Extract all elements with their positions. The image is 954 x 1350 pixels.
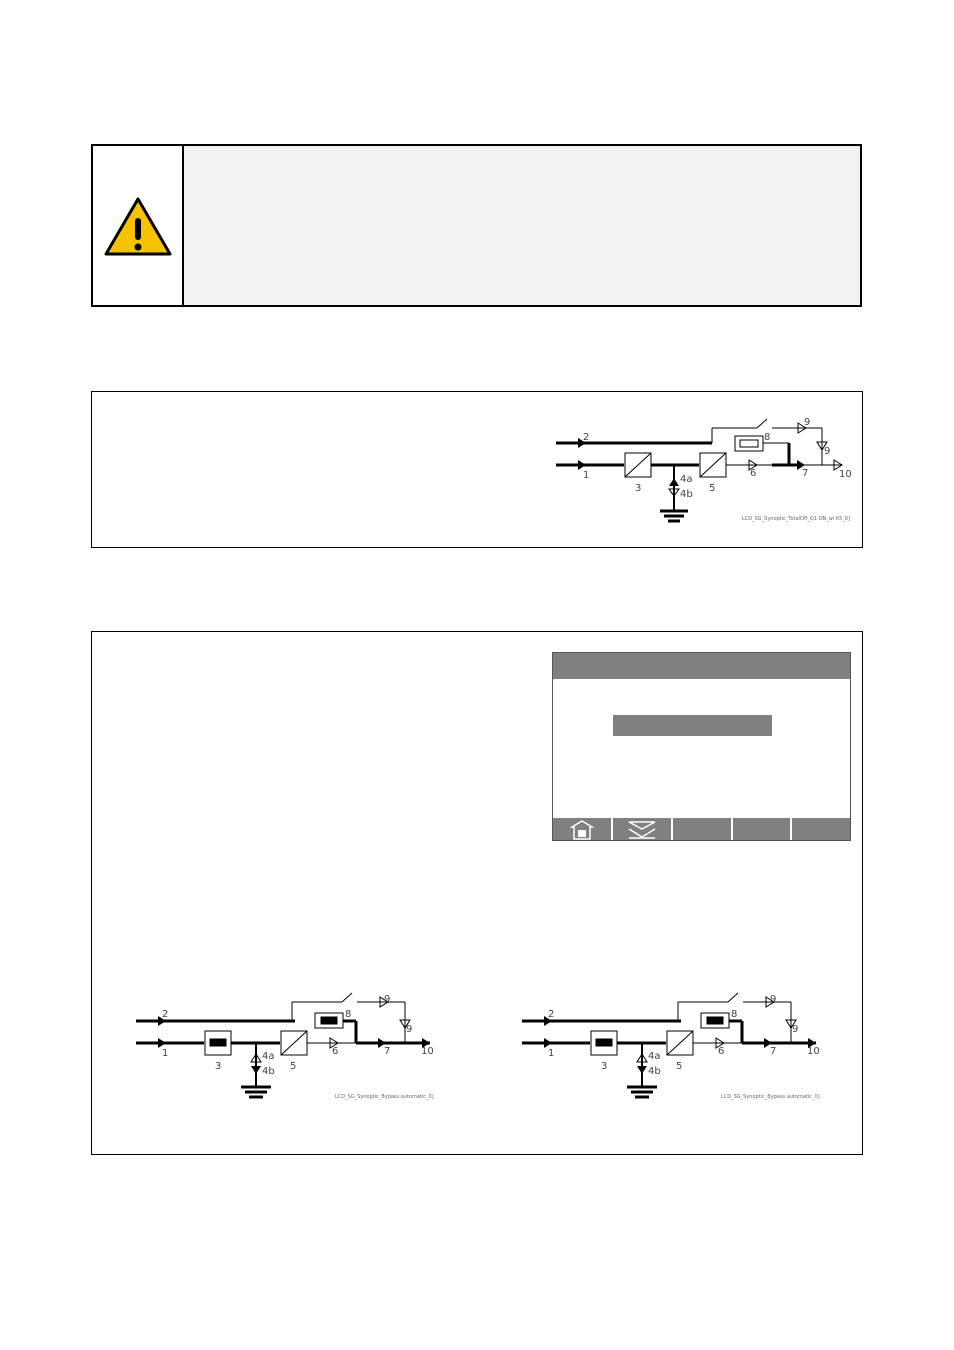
diagram-label: 9 bbox=[406, 1024, 413, 1035]
diagram-label: 10 bbox=[839, 469, 852, 480]
synoptic-diagram-3 bbox=[516, 990, 826, 1105]
diagram-label: 2 bbox=[162, 1009, 169, 1020]
home-icon bbox=[553, 818, 611, 840]
lcd-key-4[interactable] bbox=[733, 818, 793, 840]
lcd-key-5[interactable] bbox=[792, 818, 850, 840]
lcd-key-home[interactable] bbox=[553, 818, 613, 840]
diagram-caption: LCD_SG_Synoptic_TotalOff_Q1 ON_wi K5_0] bbox=[742, 516, 850, 522]
lcd-key-scroll-down[interactable] bbox=[613, 818, 673, 840]
lcd-screen bbox=[552, 652, 851, 841]
diagram-label: 1 bbox=[583, 470, 590, 481]
diagram-label: 9 bbox=[804, 417, 811, 428]
diagram-label: 4b bbox=[262, 1066, 275, 1077]
diagram-label: 4a bbox=[262, 1051, 275, 1062]
diagram-label: 9 bbox=[770, 994, 777, 1005]
diagram-label: 1 bbox=[162, 1048, 169, 1059]
diagram-label: 10 bbox=[421, 1046, 434, 1057]
diagram-label: 2 bbox=[548, 1009, 555, 1020]
synoptic-diagram-1 bbox=[552, 416, 857, 528]
diagram-caption: LCD_SG_Synoptic_Bypass automatic_0] bbox=[721, 1094, 820, 1100]
diagram-label: 6 bbox=[718, 1046, 725, 1057]
synoptic-diagram-2 bbox=[130, 990, 440, 1105]
double-chevron-down-icon bbox=[613, 818, 671, 840]
diagram-label: 10 bbox=[807, 1046, 820, 1057]
diagram-label: 6 bbox=[750, 468, 757, 479]
diagram-label: 3 bbox=[215, 1061, 222, 1072]
lcd-key-3[interactable] bbox=[673, 818, 733, 840]
diagram-label: 4a bbox=[680, 474, 693, 485]
lcd-softkey-bar bbox=[553, 818, 850, 840]
diagram-label: 8 bbox=[731, 1009, 738, 1020]
lcd-selected-item[interactable] bbox=[613, 715, 772, 736]
diagram-label: 4b bbox=[648, 1066, 661, 1077]
diagram-label: 5 bbox=[290, 1061, 297, 1072]
diagram-label: 9 bbox=[384, 994, 391, 1005]
diagram-label: 7 bbox=[770, 1046, 777, 1057]
diagram-label: 8 bbox=[764, 432, 771, 443]
diagram-label: 3 bbox=[635, 483, 642, 494]
diagram-label: 2 bbox=[583, 432, 590, 443]
diagram-label: 7 bbox=[802, 468, 809, 479]
diagram-label: 4a bbox=[648, 1051, 661, 1062]
diagram-label: 5 bbox=[676, 1061, 683, 1072]
diagram-label: 5 bbox=[709, 483, 716, 494]
diagram-label: 8 bbox=[345, 1009, 352, 1020]
diagram-label: 4b bbox=[680, 489, 693, 500]
warning-box bbox=[91, 144, 862, 307]
warning-triangle-icon bbox=[93, 146, 182, 305]
diagram-label: 7 bbox=[384, 1046, 391, 1057]
diagram-label: 1 bbox=[548, 1048, 555, 1059]
diagram-label: 9 bbox=[792, 1024, 799, 1035]
diagram-label: 3 bbox=[601, 1061, 608, 1072]
warning-icon-cell bbox=[93, 146, 184, 305]
warning-text-area bbox=[184, 146, 860, 305]
diagram-label: 6 bbox=[332, 1046, 339, 1057]
diagram-label: 9 bbox=[824, 446, 831, 457]
diagram-caption: LCD_SG_Synoptic_Bypass automatic_0] bbox=[335, 1094, 434, 1100]
lcd-header-bar bbox=[553, 653, 850, 679]
